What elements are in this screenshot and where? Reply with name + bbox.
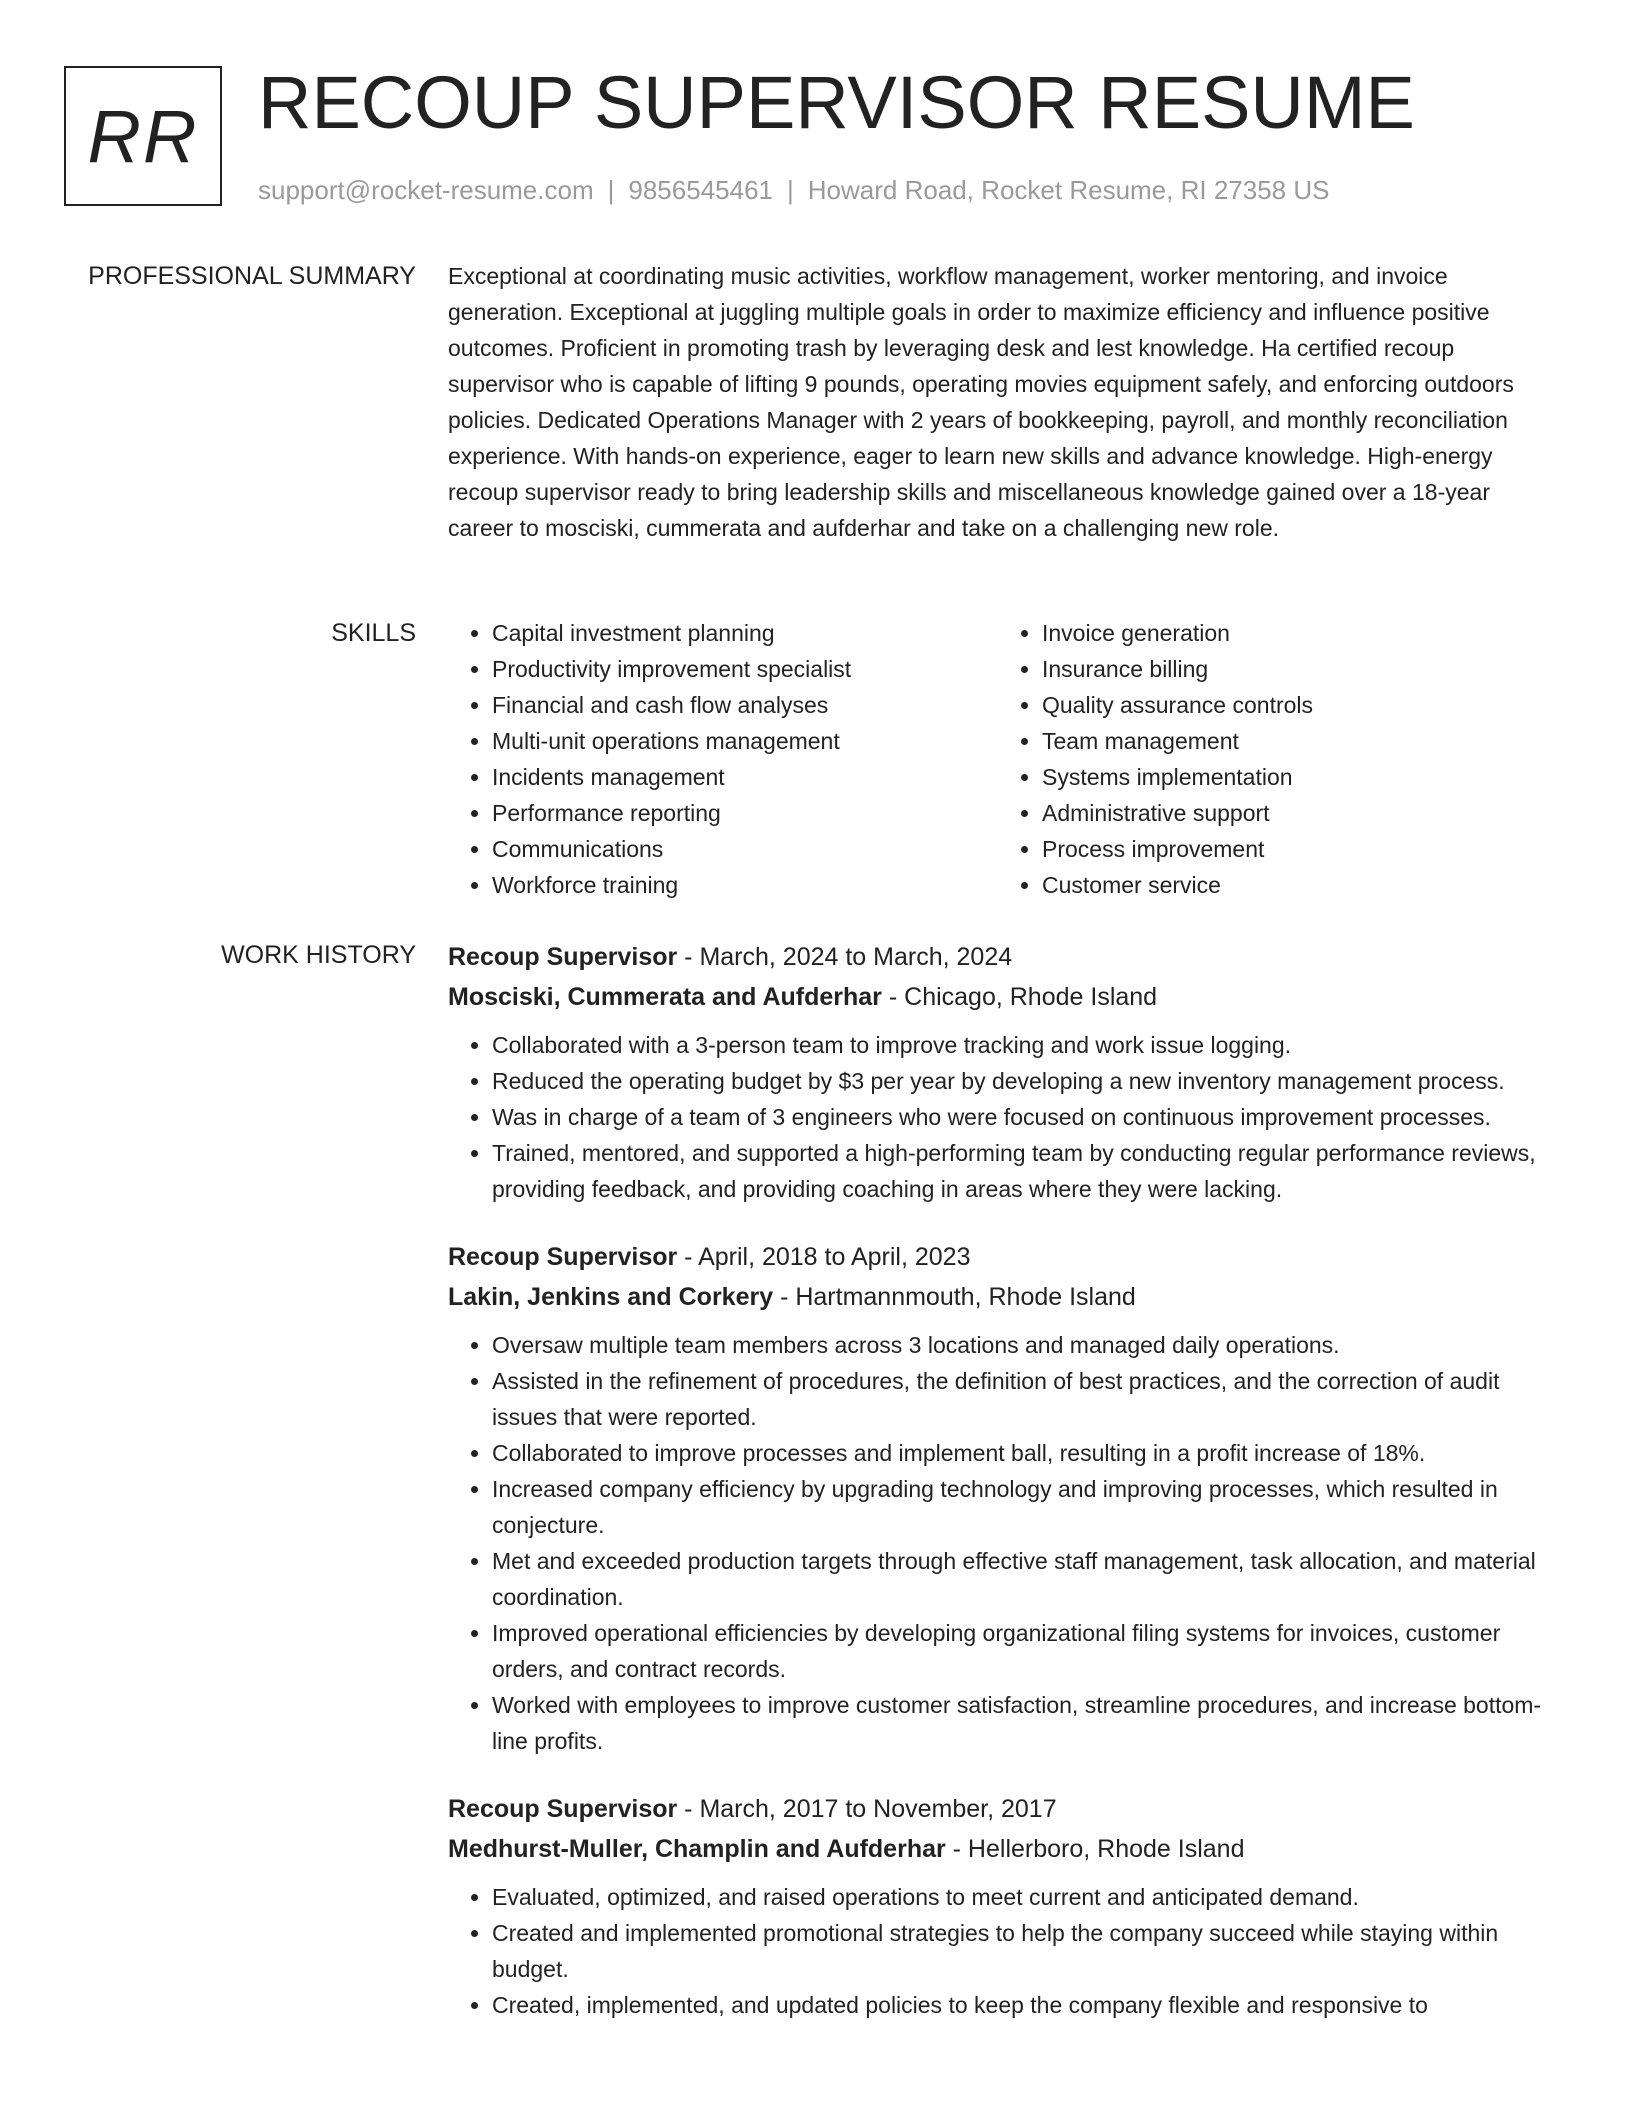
summary-body xyxy=(448,258,1560,546)
skill-item: • Insurance billing xyxy=(1042,651,1548,687)
job-entry xyxy=(448,1789,1560,2023)
job-dates: - March, 2017 to November, 2017 xyxy=(677,1795,1057,1823)
job-dates: - March, 2024 to March, 2024 xyxy=(677,943,1013,971)
job-bullet: • Met and exceeded production targets through effective staff management, task allocation, and material coordination. xyxy=(492,1543,1560,1615)
skill-item: • Productivity improvement specialist xyxy=(492,651,998,687)
skills-heading: SKILLS xyxy=(331,619,416,647)
skill-item: • Communications xyxy=(492,831,998,867)
job-company: Lakin, Jenkins and Corkery xyxy=(448,1283,774,1311)
job-company-line xyxy=(448,1829,1560,1869)
skill-item: • Administrative support xyxy=(1042,795,1548,831)
skill-item: • Multi-unit operations management xyxy=(492,723,998,759)
skill-item: • Process improvement xyxy=(1042,831,1548,867)
monogram-logo: RR xyxy=(64,66,222,206)
skills-list-right xyxy=(998,615,1548,903)
skills-columns xyxy=(448,615,1560,903)
job-location: - Hellerboro, Rhode Island xyxy=(945,1835,1245,1863)
job-bullet: • Collaborated with a 3-person team to improve tracking and work issue logging. xyxy=(492,1027,1560,1063)
contact-separator: | xyxy=(787,175,794,205)
job-role: Recoup Supervisor xyxy=(448,943,678,971)
job-bullets xyxy=(448,1027,1560,1207)
job-bullets xyxy=(448,1327,1560,1759)
skill-item: • Quality assurance controls xyxy=(1042,687,1548,723)
job-title-line xyxy=(448,1789,1560,1829)
skill-item: • Incidents management xyxy=(492,759,998,795)
job-entry xyxy=(448,1237,1560,1759)
work-history-body xyxy=(448,937,1560,2053)
job-company: Medhurst-Muller, Champlin and Aufderhar xyxy=(448,1835,946,1863)
contact-separator: | xyxy=(607,175,615,205)
job-role: Recoup Supervisor xyxy=(448,1795,678,1823)
job-role: Recoup Supervisor xyxy=(448,1243,678,1271)
skill-item: • Customer service xyxy=(1042,867,1548,903)
contact-line xyxy=(258,174,1329,206)
job-bullets xyxy=(448,1879,1560,2023)
skills-body xyxy=(448,615,1560,903)
job-title-line xyxy=(448,1237,1560,1277)
resume-title: RECOUP SUPERVISOR RESUME xyxy=(258,61,1415,144)
job-bullet: • Assisted in the refinement of procedures, the definition of best practices, and the correction of audit issues that were reported. xyxy=(492,1363,1560,1435)
contact-email: support@rocket-resume.com xyxy=(258,175,594,205)
job-location: - Hartmannmouth, Rhode Island xyxy=(773,1283,1136,1311)
summary-heading: PROFESSIONAL SUMMARY xyxy=(88,262,416,290)
job-dates: - April, 2018 to April, 2023 xyxy=(677,1243,971,1271)
job-entry xyxy=(448,937,1560,1207)
skill-item: • Systems implementation xyxy=(1042,759,1548,795)
job-bullet: • Created, implemented, and updated policies to keep the company flexible and responsive to xyxy=(492,1987,1560,2023)
job-bullet: • Worked with employees to improve customer satisfaction, streamline procedures, and increase bottom-line profits. xyxy=(492,1687,1560,1759)
skill-item: • Invoice generation xyxy=(1042,615,1548,651)
contact-phone: 9856545461 xyxy=(628,175,773,205)
skill-item: • Workforce training xyxy=(492,867,998,903)
job-company-line xyxy=(448,977,1560,1017)
skill-item: • Financial and cash flow analyses xyxy=(492,687,998,723)
job-bullet: • Was in charge of a team of 3 engineers who were focused on continuous improvement processes. xyxy=(492,1099,1560,1135)
job-bullet: • Trained, mentored, and supported a high-performing team by conducting regular performance reviews, providing feedback, and providing coaching in areas where they were lacking. xyxy=(492,1135,1560,1207)
job-bullet: • Reduced the operating budget by $3 per year by developing a new inventory management process. xyxy=(492,1063,1560,1099)
job-bullet: • Increased company efficiency by upgrading technology and improving processes, which resulted in conjecture. xyxy=(492,1471,1560,1543)
job-bullet: • Oversaw multiple team members across 3 locations and managed daily operations. xyxy=(492,1327,1560,1363)
job-title-line xyxy=(448,937,1560,977)
skill-item: • Capital investment planning xyxy=(492,615,998,651)
job-bullet: • Evaluated, optimized, and raised operations to meet current and anticipated demand. xyxy=(492,1879,1560,1915)
work-history-heading: WORK HISTORY xyxy=(221,941,416,969)
summary-text: Exceptional at coordinating music activities, workflow management, worker mentoring, and invoice generation. Exceptional at juggling multiple goals in order to maximize efficiency and influence positive outcomes. Proficient in promoting trash by leveraging desk and lest knowledge. Ha certified recoup supervisor who is capable of lifting 9 pounds, operating movies equipment safely, and enforcing outdoors policies. Dedicated Operations Manager with 2 years of bookkeeping, payroll, and monthly reconciliation experience. With hands-on experience, eager to learn new skills and advance knowledge. High-energy recoup supervisor ready to bring leadership skills and miscellaneous knowledge gained over a 18-year career to mosciski, cummerata and aufderhar and take on a challenging new role. xyxy=(448,263,1514,541)
job-location: - Chicago, Rhode Island xyxy=(881,983,1158,1011)
job-bullet: • Improved operational efficiencies by developing organizational filing systems for invoices, customer orders, and contract records. xyxy=(492,1615,1560,1687)
skills-list-left xyxy=(448,615,998,903)
skill-item: • Performance reporting xyxy=(492,795,998,831)
job-bullet: • Collaborated to improve processes and implement ball, resulting in a profit increase of 18%. xyxy=(492,1435,1560,1471)
job-company: Mosciski, Cummerata and Aufderhar xyxy=(448,983,882,1011)
job-company-line xyxy=(448,1277,1560,1317)
job-bullet: • Created and implemented promotional strategies to help the company succeed while staying within budget. xyxy=(492,1915,1560,1987)
contact-address: Howard Road, Rocket Resume, RI 27358 US xyxy=(807,175,1330,205)
skill-item: • Team management xyxy=(1042,723,1548,759)
